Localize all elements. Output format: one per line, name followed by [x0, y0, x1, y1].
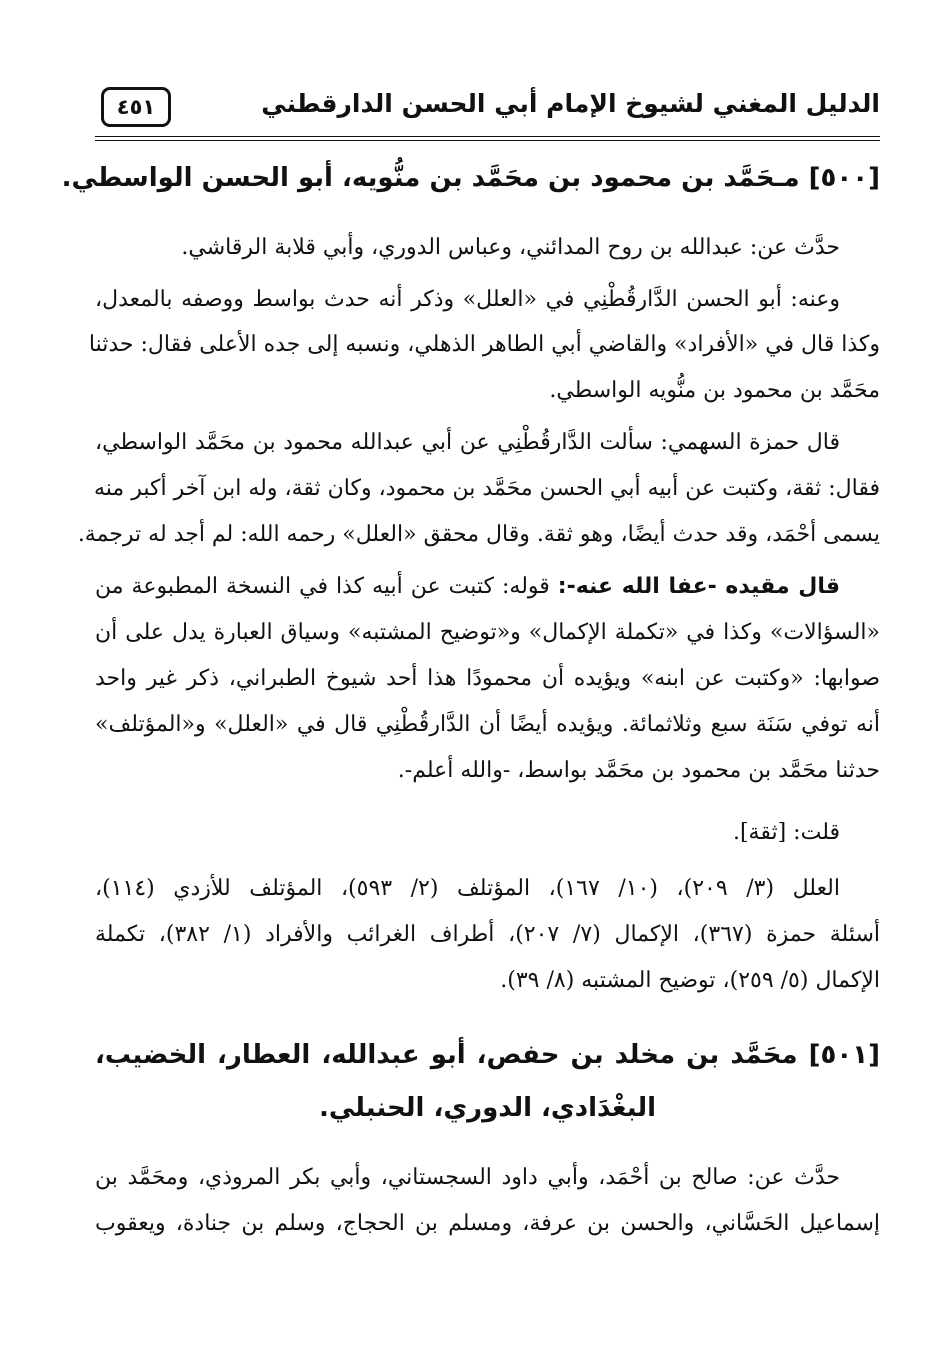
entry-500-editor-note-line5: حدثنا محَمَّد بن محمود بن محَمَّد بواسط، -والله أعلم-.: [397, 758, 880, 783]
entry-500-students-line3: محَمَّد بن محمود بن منُّويه الواسطي.: [549, 378, 880, 403]
entry-500-students-line2: وكذا قال في «الأفراد» والقاضي أبي الطاهر الذهلي، ونسبه إلى جده الأعلى فقال: حدثنا: [88, 332, 880, 357]
entry-500-hamza-line3: يسمى أحْمَد، وقد حدث أيضًا، وهو ثقة. وقال محقق «العلل» رحمه الله: لم أجد له ترجمة.: [77, 522, 880, 547]
text-line: حدَّث عن: صالح بن أحْمَد، وأبي داود السجستاني، وأبي بكر المروذي، ومحَمَّد بن: [95, 1165, 840, 1190]
entry-501-narrated-from-line2: إسماعيل الحَسَّاني، والحسن بن عرفة، ومسلم بن الحجاج، وسلم بن جنادة، ويعقوب: [95, 1211, 880, 1236]
entry-500-hamza-line2: فقال: ثقة، وكتبت عن أبيه أبي الحسن محَمَّد بن محمود، وكان ثقة، وله ابن آخر أكبر منه: [94, 476, 880, 501]
text-line: قوله: كتبت عن أبيه كذا في النسخة المطبوعة من: [95, 574, 550, 599]
entry-500-students-line1: [95, 285, 880, 315]
editor-note-label: قال مقيده -عفا الله عنه-:: [557, 574, 840, 599]
entry-500-editor-note-line2: «السؤالات» وكذا في «تكملة الإكمال» و«توضيح المشتبه» وسياق العبارة يدل على أن: [95, 620, 880, 645]
header-rule: [95, 136, 880, 137]
running-title: الدليل المغني لشيوخ الإمام أبي الحسن الدارقطني: [261, 89, 880, 118]
entry-500-hamza-line1: [95, 428, 880, 458]
entry-500-sources-line3: الإكمال (٥/ ٢٥٩)، توضيح المشتبه (٨/ ٣٩).: [500, 968, 880, 993]
page-number: ٤٥١: [101, 87, 171, 127]
entry-501-heading-line1: [٥٠١] محَمَّد بن مخلد بن حفص، أبو عبدالله، العطار، الخضيب،: [95, 1040, 880, 1070]
entry-500-verdict: [95, 818, 880, 848]
entry-500-heading: [٥٠٠] مـحَمَّد بن محمود بن محَمَّد بن منُّويه، أبو الحسن الواسطي.: [61, 163, 880, 193]
page-header: [95, 85, 880, 137]
text-line: وعنه: أبو الحسن الدَّارقُطْنِي في «العلل» وذكر أنه حدث بواسط ووصفه بالمعدل،: [95, 287, 840, 312]
entry-501-heading-line2: البغْدَادي، الدوري، الحنبلي.: [318, 1093, 656, 1123]
text-line: حدَّث عن: عبدالله بن روح المدائني، وعباس الدوري، وأبي قلابة الرقاشي.: [181, 235, 840, 260]
text-line: قلت: [ثقة].: [732, 820, 840, 845]
entry-500-editor-note-line1: [95, 572, 880, 602]
header-rule-double: [95, 140, 880, 141]
entry-500-sources-line1: [95, 874, 880, 904]
text-line: قال حمزة السهمي: سألت الدَّارقُطْنِي عن أبي عبدالله محمود بن محَمَّد الواسطي،: [95, 430, 840, 455]
entry-500-editor-note-line3: صوابها: «وكتبت عن ابنه» ويؤيده أن محمودًا هذا أحد شيوخ الطبراني، ذكر غير واحد: [95, 666, 880, 691]
entry-501-narrated-from-line1: [95, 1163, 880, 1193]
entry-500-sources-line2: أسئلة حمزة (٣٦٧)، الإكمال (٧/ ٢٠٧)، أطراف الغرائب والأفراد (١/ ٣٨٢)، تكملة: [95, 922, 881, 947]
entry-500-narrated-from: [95, 233, 880, 263]
text-line: العلل (٣/ ٢٠٩)، (١٠/ ١٦٧)، المؤتلف (٢/ ٥٩٣)، المؤتلف للأزدي (١١٤)،: [95, 876, 840, 901]
entry-500-editor-note-line4: أنه توفي سَنَة سبع وثلاثمائة. ويؤيده أيضًا أن الدَّارقُطْنِي قال في «العلل» و«المؤتلف»: [95, 712, 880, 737]
